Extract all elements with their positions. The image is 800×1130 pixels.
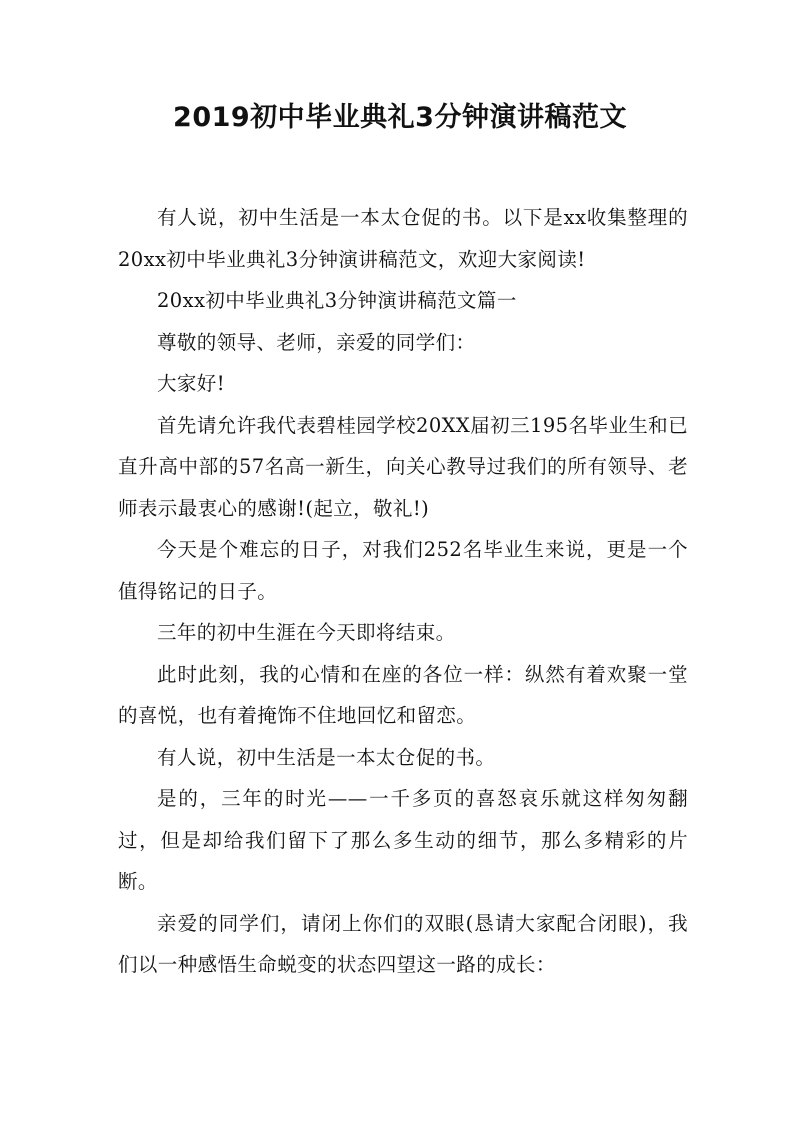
document-title: 2019初中毕业典礼3分钟演讲稿范文	[173, 102, 627, 133]
paragraph: 大家好!	[157, 372, 225, 395]
paragraph: 尊敬的领导、老师，亲爱的同学们：	[157, 330, 476, 354]
paragraph: 三年的初中生涯在今天即将结束。	[157, 621, 456, 644]
paragraph: 今天是个难忘的日子，对我们252名毕业生来说，更是一个值得铭记的日子。	[118, 538, 688, 603]
paragraph: 有人说，初中生活是一本太仓促的书。	[157, 745, 496, 769]
paragraph: 是的，三年的时光——一千多页的喜怒哀乐就这样匆匆翻过，但是却给我们留下了那么多生动的细节，那么多精彩的片断。	[118, 787, 688, 893]
paragraph: 首先请允许我代表碧桂园学校20XX届初三195名毕业生和已直升高中部的57名高一新生，向关心教导过我们的所有领导、老师表示最衷心的感谢!(起立，敬礼!)	[118, 413, 688, 520]
paragraph: 亲爱的同学们，请闭上你们的双眼(恳请大家配合闭眼)，我们以一种感悟生命蜕变的状态四望这一路的成长：	[118, 911, 688, 976]
document-body	[118, 197, 688, 986]
paragraph: 有人说，初中生活是一本太仓促的书。以下是xx收集整理的20xx初中毕业典礼3分钟演讲稿范文，欢迎大家阅读!	[118, 206, 688, 271]
paragraph: 20xx初中毕业典礼3分钟演讲稿范文篇一	[157, 289, 517, 312]
paragraph: 此时此刻，我的心情和在座的各位一样：纵然有着欢聚一堂的喜悦，也有着掩饰不住地回忆和留恋。	[118, 662, 688, 727]
